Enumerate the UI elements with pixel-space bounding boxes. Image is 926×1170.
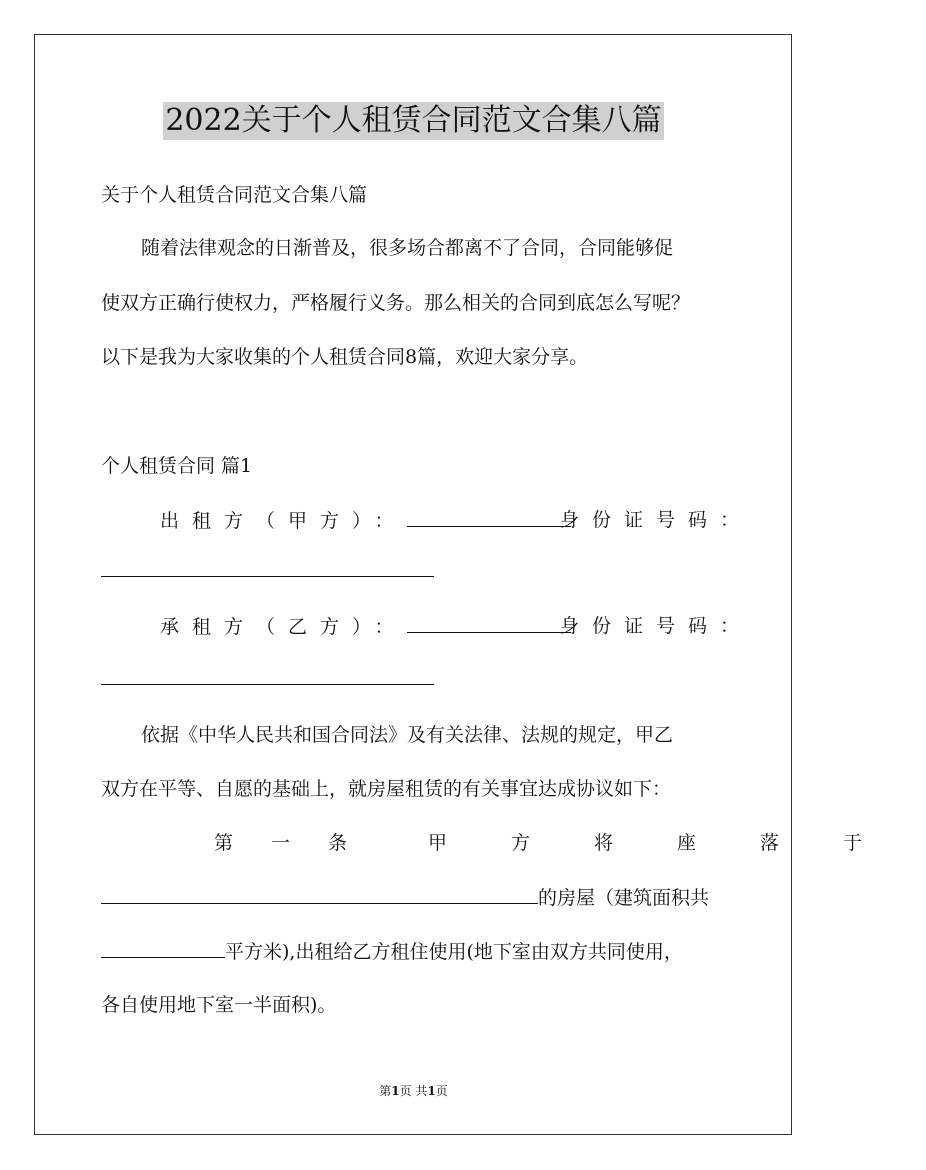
article1-sqm-row [101,939,683,964]
article1-label: 第一条 [214,832,386,854]
intro-line-2: 使双方正确行使权力，严格履行义务。那么相关的合同到底怎么写呢？ [101,292,691,314]
article1-text: 甲方将座落于 [428,832,926,854]
intro-line-3: 以下是我为大家收集的个人租赁合同8篇，欢迎大家分享。 [101,346,589,368]
lessee-id-row [101,666,434,691]
basis-line-2: 双方在平等、自愿的基础上，就房屋租赁的有关事宜达成协议如下： [101,778,672,800]
area-blank [101,939,225,958]
lessor-id-label-wrap [560,508,752,532]
article1-sqm: 平方米),出租给乙方租住使用(地下室由双方共同使用， [225,941,683,963]
footer-page-number: 1 [391,1084,400,1098]
lessee-id-blank [101,666,434,685]
intro-line-1: 随着法律观念的日渐普及，很多场合都离不了合同，合同能够促 [141,237,674,259]
lessor-label: 出租方（甲方）： [160,510,407,532]
lessor-row [160,508,571,533]
house-address-blank [101,885,538,904]
lessee-name-blank [407,614,571,633]
footer-mid: 页 共 [399,1084,428,1098]
lessee-row [160,614,571,639]
section-heading: 个人租赁合同 篇1 [101,455,253,477]
lessor-id-blank [101,558,434,577]
subtitle: 关于个人租赁合同范文合集八篇 [101,184,368,206]
footer-suffix: 页 [435,1084,448,1098]
basis-line-1: 依据《中华人民共和国合同法》及有关法律、法规的规定，甲乙 [141,724,674,746]
document-title: 2022关于个人租赁合同范文合集八篇 [165,103,662,138]
article1-house: 的房屋（建筑面积共 [538,887,710,909]
footer-prefix: 第 [379,1084,392,1098]
lessor-name-blank [407,508,571,527]
lessee-id-label-wrap [560,614,752,638]
lessee-id-label: 身份证号码： [560,615,753,637]
lessor-id-label: 身份证号码： [560,509,753,531]
lessor-id-row [101,558,434,583]
article1-house-row [101,885,709,910]
footer-total-pages: 1 [427,1084,436,1098]
lessee-label: 承租方（乙方）： [160,616,407,638]
article1-last: 各自使用地下室一半面积)。 [101,994,337,1016]
page-footer [0,1083,827,1099]
